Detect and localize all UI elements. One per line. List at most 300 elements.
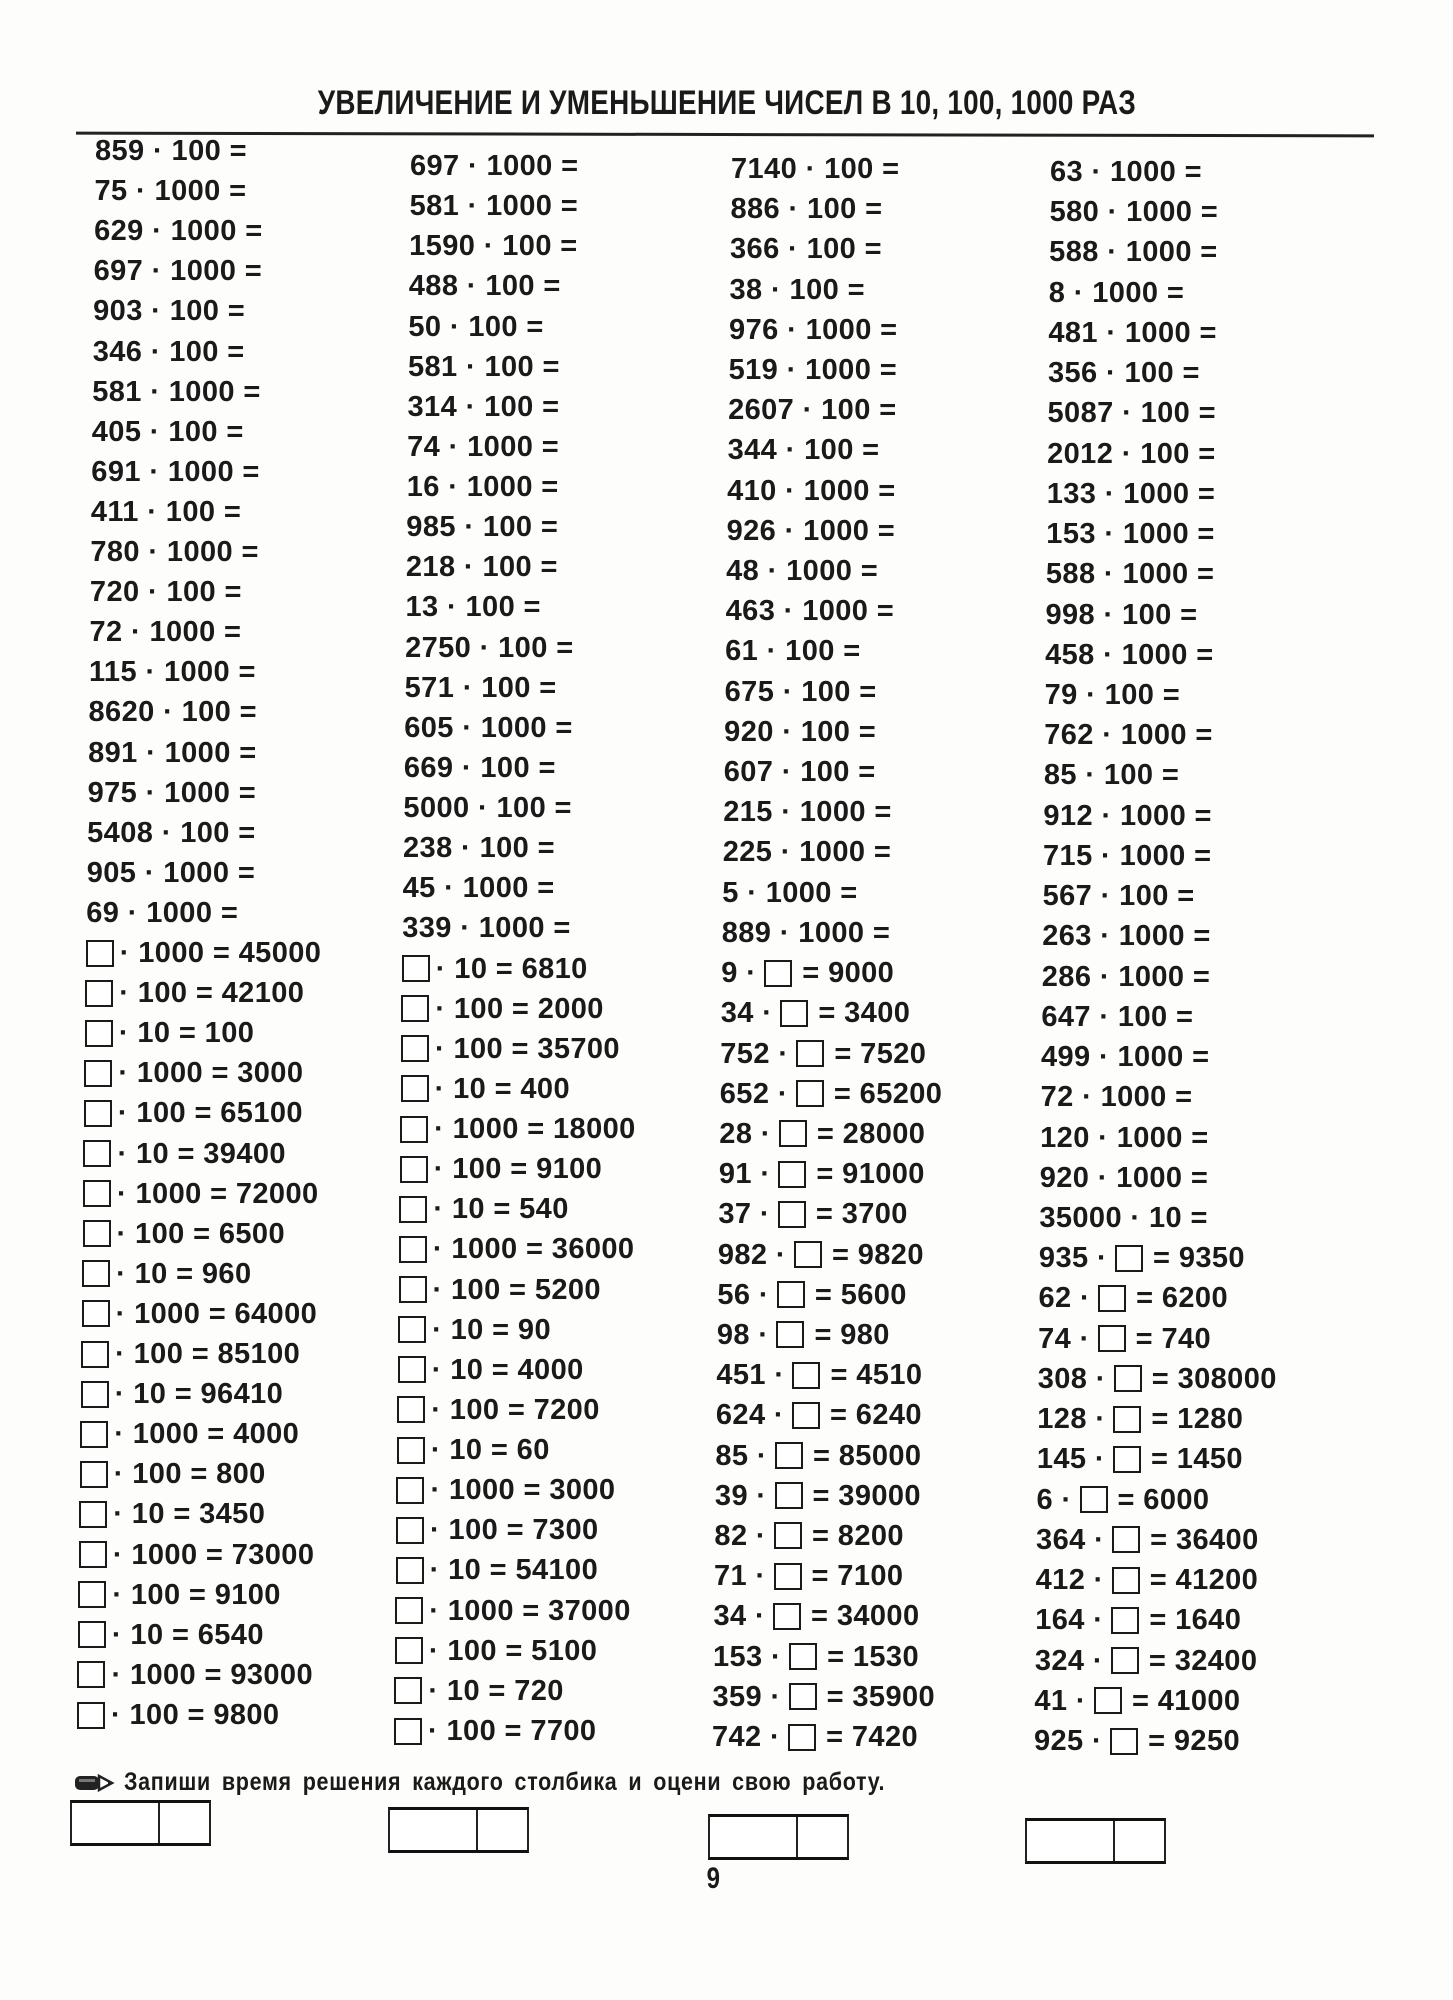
exercise-factor: 85 · (715, 1439, 767, 1472)
exercise-row (1044, 717, 1212, 753)
exercise-expression: 669 · 100 = (403, 751, 556, 784)
answer-box[interactable] (400, 1116, 428, 1143)
exercise-row (724, 754, 876, 790)
exercise-row (408, 309, 543, 345)
exercise-factor: 164 · (1035, 1604, 1104, 1637)
exercise-expression: · 10 = 4000 (431, 1353, 584, 1386)
time-box-column-3[interactable] (708, 1814, 849, 1860)
exercise-row (403, 870, 555, 906)
exercise-result: = 980 (814, 1318, 890, 1351)
answer-box[interactable] (1094, 1687, 1122, 1714)
exercise-row (721, 955, 894, 991)
exercise-row (402, 910, 570, 946)
exercise-row (83, 1136, 285, 1172)
exercise-expression: 859 · 100 = (95, 135, 247, 167)
exercise-row (398, 1352, 584, 1388)
answer-box[interactable] (395, 1637, 423, 1664)
exercise-row (84, 1095, 303, 1131)
exercise-factor: 624 · (715, 1399, 784, 1432)
exercise-expression: 567 · 100 = (1042, 880, 1195, 913)
exercise-expression: · 100 = 5200 (432, 1273, 601, 1306)
exercise-row (1045, 677, 1180, 713)
answer-box[interactable] (796, 1040, 824, 1067)
exercise-result: = 7100 (811, 1560, 904, 1593)
page-number (700, 1862, 726, 1896)
exercise-expression: 926 · 1000 = (726, 514, 896, 547)
exercise-factor: 752 · (720, 1037, 789, 1070)
exercise-expression: 356 · 100 = (1047, 357, 1200, 390)
exercise-row (719, 1156, 925, 1192)
time-cell[interactable] (72, 1803, 160, 1843)
exercise-row (1043, 838, 1211, 874)
exercise-result: = 1530 (827, 1640, 919, 1673)
exercise-factor: 742 · (712, 1721, 781, 1753)
exercise-row (723, 834, 891, 870)
answer-box[interactable] (83, 1220, 111, 1247)
exercise-expression: 13 · 100 = (405, 591, 541, 624)
exercise-factor: 935 · (1038, 1242, 1108, 1275)
exercise-row (1035, 1643, 1258, 1679)
answer-box[interactable] (792, 1402, 820, 1429)
answer-box[interactable] (399, 1236, 427, 1263)
exercise-expression: 8620 · 100 = (88, 696, 257, 729)
exercise-row (1050, 154, 1202, 190)
page-number-text: 9 (706, 1862, 720, 1895)
answer-box[interactable] (81, 1341, 109, 1368)
answer-box[interactable] (78, 1581, 106, 1608)
exercise-row (397, 1432, 550, 1468)
exercise-row (1043, 878, 1195, 914)
exercise-row (731, 151, 899, 187)
answer-box[interactable] (84, 1100, 112, 1127)
answer-box[interactable] (401, 1035, 429, 1062)
exercise-expression: · 10 = 96410 (114, 1378, 284, 1411)
exercise-row (1049, 275, 1184, 311)
exercise-expression: 38 · 100 = (729, 273, 865, 306)
answer-box[interactable] (1111, 1607, 1139, 1634)
exercise-row (720, 1036, 926, 1072)
exercise-result: = 9820 (831, 1238, 924, 1271)
exercise-expression: 79 · 100 = (1044, 679, 1181, 711)
exercise-expression: 133 · 1000 = (1046, 477, 1216, 510)
exercise-expression: 581 · 1000 = (92, 375, 261, 408)
exercise-row (86, 895, 238, 931)
answer-box[interactable] (401, 995, 429, 1022)
answer-box[interactable] (400, 1156, 428, 1183)
exercise-row (716, 1357, 922, 1393)
exercise-expression: 366 · 100 = (730, 233, 882, 266)
exercise-expression: 463 · 1000 = (725, 595, 895, 628)
exercise-row (395, 1593, 631, 1629)
exercise-row (88, 735, 256, 771)
exercise-row (77, 1657, 313, 1693)
exercise-row (1042, 959, 1210, 995)
exercise-row (1036, 1522, 1259, 1558)
answer-box[interactable] (1098, 1325, 1126, 1352)
exercise-row (712, 1719, 918, 1755)
time-box-column-4[interactable] (1025, 1818, 1166, 1864)
exercise-row (1034, 1683, 1240, 1719)
exercise-row (728, 432, 880, 468)
exercise-row (86, 935, 322, 971)
exercise-row (1044, 757, 1179, 793)
exercise-factor: 74 · (1038, 1322, 1090, 1355)
time-box-column-2[interactable] (388, 1807, 529, 1853)
answer-box[interactable] (1098, 1285, 1126, 1312)
exercise-expression: · 1000 = 37000 (429, 1594, 631, 1627)
answer-box[interactable] (85, 1020, 113, 1047)
exercise-row (401, 1031, 620, 1067)
exercise-row (95, 133, 247, 169)
exercise-row (79, 1537, 315, 1573)
exercise-row (729, 312, 897, 348)
exercise-expression: · 10 = 3450 (113, 1498, 266, 1531)
exercise-row (399, 1191, 568, 1227)
exercise-row (715, 1478, 921, 1514)
exercise-row (1035, 1602, 1241, 1638)
answer-box[interactable] (779, 1120, 807, 1147)
exercise-expression: 905 · 1000 = (86, 856, 256, 889)
exercise-expression: 481 · 1000 = (1048, 316, 1217, 349)
exercise-expression: · 10 = 100 (118, 1017, 255, 1050)
answer-box[interactable] (778, 1161, 806, 1188)
exercise-row (1038, 1361, 1277, 1397)
exercise-row (78, 1577, 280, 1613)
page-title-text: УВЕЛИЧЕНИЕ И УМЕНЬШЕНИЕ ЧИСЕЛ В 10, 100, 1000 РАЗ (317, 84, 1136, 122)
exercise-expression: · 1000 = 4000 (114, 1418, 300, 1451)
exercise-expression: · 100 = 5100 (428, 1634, 598, 1667)
exercise-row (84, 1055, 303, 1091)
exercise-row (93, 334, 245, 370)
exercise-result: = 35900 (826, 1680, 936, 1713)
answer-box[interactable] (1113, 1406, 1141, 1433)
exercise-result: = 36400 (1150, 1523, 1259, 1556)
exercise-factor: 34 · (720, 997, 773, 1030)
exercise-row (717, 1277, 907, 1313)
exercise-row (1041, 1039, 1209, 1075)
answer-box[interactable] (794, 1241, 822, 1268)
answer-box[interactable] (80, 1421, 108, 1448)
exercise-factor: 82 · (714, 1519, 766, 1552)
exercise-expression: 120 · 1000 = (1040, 1121, 1209, 1154)
answer-box[interactable] (796, 1080, 824, 1107)
answer-box[interactable] (777, 1281, 805, 1308)
answer-box[interactable] (397, 1437, 425, 1464)
exercise-row (725, 674, 877, 710)
answer-box[interactable] (789, 1643, 817, 1670)
exercise-result: = 9000 (802, 957, 895, 990)
exercise-result: = 5600 (814, 1278, 907, 1311)
time-cell[interactable] (710, 1817, 798, 1857)
answer-box[interactable] (80, 1461, 108, 1488)
answer-box[interactable] (1113, 1446, 1141, 1473)
answer-box[interactable] (789, 1683, 817, 1710)
exercise-expression: 605 · 1000 = (404, 711, 573, 744)
exercise-result: = 1640 (1149, 1604, 1242, 1637)
exercise-expression: 920 · 1000 = (1039, 1161, 1209, 1194)
exercise-row (401, 991, 603, 1027)
grade-cell[interactable] (478, 1810, 527, 1850)
exercise-expression: 215 · 1000 = (723, 796, 892, 829)
exercise-row (77, 1697, 279, 1733)
exercise-result: = 65200 (833, 1077, 943, 1110)
answer-box[interactable] (780, 1000, 808, 1027)
exercise-expression: 346 · 100 = (92, 335, 245, 368)
exercise-row (724, 714, 876, 750)
exercise-row (91, 454, 259, 490)
exercise-expression: 2607 · 100 = (728, 394, 897, 427)
exercise-expression: · 10 = 6810 (435, 952, 588, 985)
exercise-row (1046, 556, 1214, 592)
exercise-row (1048, 355, 1200, 391)
exercise-expression: · 100 = 7200 (431, 1393, 600, 1426)
exercise-expression: 344 · 100 = (727, 434, 880, 467)
exercise-expression: 8 · 1000 = (1048, 276, 1185, 309)
time-cell[interactable] (390, 1810, 478, 1850)
exercise-row (396, 1512, 598, 1548)
exercise-row (729, 352, 897, 388)
answer-box[interactable] (83, 1180, 111, 1207)
answer-box[interactable] (399, 1276, 427, 1303)
exercise-row (399, 1272, 601, 1308)
answer-box[interactable] (776, 1321, 804, 1348)
answer-box[interactable] (788, 1724, 816, 1751)
exercise-result: = 7420 (826, 1721, 919, 1753)
exercise-row (731, 191, 883, 227)
answer-box[interactable] (86, 940, 114, 967)
exercise-expression: 61 · 100 = (725, 635, 861, 668)
exercise-row (409, 268, 561, 304)
answer-box[interactable] (85, 980, 113, 1007)
exercise-factor: 39 · (714, 1479, 767, 1512)
exercise-row (726, 593, 894, 629)
exercise-row (727, 513, 895, 549)
exercise-row (405, 630, 573, 666)
answer-box[interactable] (1110, 1728, 1138, 1755)
exercise-row (725, 633, 860, 669)
time-cell[interactable] (1027, 1821, 1115, 1861)
exercise-factor: 153 · (712, 1640, 782, 1673)
exercise-expression: · 10 = 720 (428, 1674, 564, 1707)
exercise-row (407, 429, 559, 465)
exercise-expression: · 100 = 9100 (112, 1578, 281, 1611)
exercise-row (1040, 1160, 1208, 1196)
exercise-result: = 308000 (1151, 1362, 1277, 1395)
exercise-expression: 920 · 100 = (724, 715, 877, 748)
exercise-row (87, 855, 255, 891)
answer-box[interactable] (401, 1075, 429, 1102)
exercise-expression: 69 · 1000 = (86, 896, 239, 929)
exercise-row (1045, 637, 1213, 673)
answer-box[interactable] (1115, 1245, 1143, 1272)
exercise-row (396, 1552, 598, 1588)
exercise-expression: 2012 · 100 = (1047, 437, 1216, 470)
exercise-row (95, 173, 247, 209)
answer-box[interactable] (773, 1603, 801, 1630)
answer-box[interactable] (774, 1563, 802, 1590)
exercise-row (727, 473, 895, 509)
answer-box[interactable] (77, 1661, 105, 1688)
exercise-expression: · 10 = 39400 (117, 1137, 286, 1170)
exercise-row (408, 349, 560, 385)
exercise-result: = 3400 (818, 997, 911, 1030)
exercise-factor: 98 · (716, 1318, 769, 1351)
exercise-factor: 6 · (1036, 1483, 1072, 1516)
exercise-result: = 91000 (816, 1158, 925, 1191)
answer-box[interactable] (399, 1196, 427, 1223)
answer-box[interactable] (83, 1140, 111, 1167)
answer-box[interactable] (396, 1517, 424, 1544)
exercise-row (1042, 918, 1210, 954)
exercise-row (718, 1196, 908, 1232)
exercise-expression: · 1000 = 36000 (432, 1233, 635, 1266)
exercise-result: = 9350 (1153, 1242, 1245, 1275)
answer-box[interactable] (81, 1381, 109, 1408)
exercise-expression: 780 · 1000 = (90, 536, 259, 569)
exercise-expression: 607 · 100 = (723, 756, 876, 789)
exercise-factor: 324 · (1034, 1644, 1103, 1677)
answer-box[interactable] (396, 1477, 424, 1504)
answer-box[interactable] (398, 1356, 426, 1383)
exercise-row (1036, 1482, 1209, 1518)
answer-box[interactable] (402, 955, 430, 982)
answer-box[interactable] (77, 1702, 105, 1729)
exercise-expression: 225 · 1000 = (722, 836, 892, 869)
exercise-expression: · 10 = 960 (116, 1257, 252, 1290)
exercise-expression: · 1000 = 18000 (434, 1113, 636, 1146)
exercise-factor: 9 · (721, 957, 757, 990)
exercise-expression: · 10 = 90 (432, 1313, 551, 1346)
exercise-row (83, 1176, 319, 1212)
answer-box[interactable] (84, 1060, 112, 1087)
exercise-expression: 891 · 1000 = (88, 736, 257, 769)
exercise-row (730, 272, 865, 308)
exercise-expression: · 1000 = 72000 (117, 1177, 319, 1210)
answer-box[interactable] (82, 1260, 110, 1287)
answer-box[interactable] (78, 1621, 106, 1648)
answer-box[interactable] (394, 1718, 422, 1745)
exercise-expression: 5000 · 100 = (403, 792, 572, 825)
answer-box[interactable] (79, 1541, 107, 1568)
exercise-factor: 652 · (719, 1077, 788, 1110)
exercise-result: = 1450 (1150, 1443, 1243, 1476)
answer-box[interactable] (775, 1442, 803, 1469)
answer-box[interactable] (398, 1316, 426, 1343)
exercise-row (394, 1713, 596, 1749)
grade-cell[interactable] (160, 1803, 209, 1843)
answer-box[interactable] (1112, 1526, 1140, 1553)
exercise-expression: 75 · 1000 = (94, 175, 247, 208)
exercise-result: = 41000 (1131, 1684, 1241, 1717)
footer-instruction-text: Запиши время решения каждого столбика и оцени свою работу. (124, 1768, 886, 1796)
exercise-row (89, 614, 241, 650)
exercise-expression: 903 · 100 = (93, 295, 246, 328)
exercise-row (85, 975, 304, 1011)
exercise-factor: 28 · (719, 1117, 771, 1150)
exercise-expression: · 1000 = 64000 (115, 1297, 318, 1330)
answer-box[interactable] (396, 1557, 424, 1584)
time-box-column-1[interactable] (70, 1800, 211, 1846)
exercise-row (1036, 1562, 1259, 1598)
exercise-expression: 50 · 100 = (408, 310, 544, 343)
exercise-row (405, 589, 540, 625)
exercise-expression: 45 · 1000 = (402, 872, 555, 905)
grade-cell[interactable] (798, 1817, 847, 1857)
exercise-row (713, 1639, 919, 1675)
grade-cell[interactable] (1115, 1821, 1164, 1861)
exercise-expression: 115 · 1000 = (89, 656, 256, 689)
exercise-row (87, 815, 255, 851)
exercise-row (82, 1296, 318, 1332)
title-divider (76, 132, 1374, 138)
answer-box[interactable] (775, 1482, 803, 1509)
exercise-row (1047, 436, 1215, 472)
answer-box[interactable] (397, 1396, 425, 1423)
exercise-expression: 581 · 100 = (407, 350, 560, 383)
exercise-row (1039, 1280, 1229, 1316)
exercise-expression: 715 · 1000 = (1043, 839, 1212, 872)
exercise-row (714, 1518, 904, 1554)
exercise-row (1050, 194, 1218, 230)
exercise-result: = 39000 (812, 1479, 921, 1512)
answer-box[interactable] (764, 960, 792, 987)
exercise-result: = 4510 (830, 1359, 923, 1392)
exercise-factor: 364 · (1036, 1523, 1105, 1556)
exercise-expression: 5087 · 100 = (1047, 397, 1216, 430)
exercise-row (398, 1312, 551, 1348)
answer-box[interactable] (792, 1362, 820, 1389)
exercise-expression: 314 · 100 = (407, 390, 560, 423)
exercise-row (1045, 597, 1197, 633)
answer-box[interactable] (82, 1300, 110, 1327)
exercise-expression: 35000 · 10 = (1039, 1202, 1208, 1234)
exercise-factor: 34 · (713, 1600, 766, 1633)
exercise-row (1040, 1120, 1208, 1156)
exercise-result: = 41200 (1149, 1564, 1259, 1597)
answer-box[interactable] (778, 1201, 806, 1228)
exercise-row (80, 1456, 266, 1492)
exercise-expression: 1590 · 100 = (409, 230, 578, 263)
exercise-factor: 56 · (717, 1278, 769, 1311)
answer-box[interactable] (394, 1677, 422, 1704)
exercise-expression: · 1000 = 3000 (430, 1474, 616, 1507)
exercise-row (715, 1438, 921, 1474)
answer-box[interactable] (1112, 1567, 1140, 1594)
answer-box[interactable] (1114, 1365, 1142, 1392)
answer-box[interactable] (1111, 1647, 1139, 1674)
exercise-expression: 458 · 1000 = (1045, 638, 1214, 671)
exercise-row (401, 1071, 570, 1107)
exercise-result: = 6000 (1117, 1483, 1210, 1516)
exercise-expression: · 100 = 6500 (116, 1217, 285, 1250)
exercise-row (91, 494, 241, 530)
page-title (0, 84, 1453, 123)
exercise-row (712, 1679, 935, 1715)
exercise-expression: 647 · 100 = (1041, 1000, 1194, 1033)
exercise-expression: 7140 · 100 = (731, 153, 900, 185)
answer-box[interactable] (79, 1501, 107, 1528)
answer-box[interactable] (395, 1597, 423, 1624)
answer-box[interactable] (1080, 1486, 1108, 1513)
exercise-row (410, 148, 578, 184)
exercise-expression: · 100 = 7700 (428, 1715, 597, 1747)
answer-box[interactable] (774, 1522, 802, 1549)
exercise-result: = 740 (1135, 1322, 1212, 1355)
exercise-row (730, 231, 882, 267)
exercise-row (405, 670, 557, 706)
exercise-expression: 410 · 1000 = (727, 474, 896, 507)
exercise-row (400, 1111, 636, 1147)
